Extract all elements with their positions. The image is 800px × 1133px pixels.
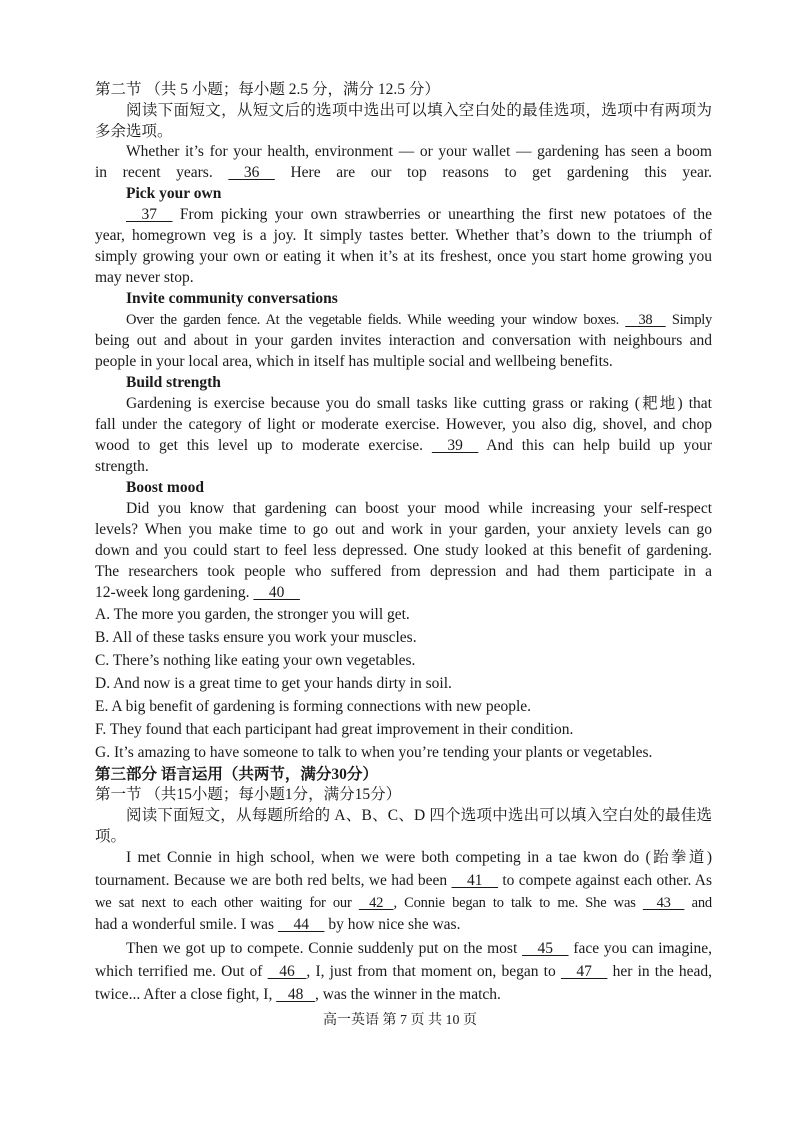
passage-line: Then we got up to compete. Connie suddenly put on the most 45 face you can imagine, — [126, 940, 713, 957]
option-e: E. A big benefit of gardening is forming connections with new people. — [95, 698, 532, 715]
passage-line: may never stop. — [95, 269, 194, 286]
instructions-line: 项。 — [95, 828, 127, 845]
subheading: Invite community conversations — [126, 290, 338, 307]
blank-36: 36 — [228, 164, 275, 181]
passage-line: Whether it’s for your health, environment — or your wallet — gardening has seen a boom — [126, 143, 712, 160]
passage-line: down and you could start to feel less depressed. One study looked at this benefit of gardening. — [95, 542, 712, 559]
subheading: Pick your own — [126, 185, 222, 202]
subheading: Boost mood — [126, 479, 204, 496]
instructions-line: 阅读下面短文，从短文后的选项中选出可以填入空白处的最佳选项，选项中有两项为 — [126, 102, 712, 119]
page-footer: 高一英语 第 7 页 共 10 页 — [323, 1013, 477, 1028]
passage-line: The researchers took people who suffered from depression and had them participate in a — [95, 563, 712, 580]
passage-line: Over the garden fence. At the vegetable fields. While weeding your window boxes. 38 Simply — [126, 312, 712, 328]
subheading: Build strength — [126, 374, 221, 391]
passage-line: which terrified me. Out of 46 , I, just from that moment on, began to 47 her in the head, — [95, 963, 713, 980]
option-g: G. It’s amazing to have someone to talk to when you’re tending your plants or vegetables. — [95, 744, 653, 761]
passage-line: people in your local area, which in itself has multiple social and wellbeing benefits. — [95, 353, 613, 370]
blank-38: 38 — [625, 312, 666, 328]
passage-line: 12-week long gardening. 40 — [95, 584, 300, 601]
blank-42: 42 — [358, 895, 394, 911]
passage-line: I met Connie in high school, when we were both competing in a tae kwon do (跆拳道) — [126, 849, 712, 866]
blank-46: 46 — [267, 963, 307, 980]
passage-line: fall under the category of light or moderate exercise. However, you also dig, shovel, and chop — [95, 416, 712, 433]
section-heading: 第一节 （共15小题；每小题1分，满分15分） — [95, 786, 402, 803]
instructions-line: 多余选项。 — [95, 123, 173, 140]
option-f: F. They found that each participant had great improvement in their condition. — [95, 721, 574, 738]
passage-line: 37 From picking your own strawberries or unearthing the first new potatoes of the — [126, 206, 713, 223]
blank-41: 41 — [451, 872, 499, 889]
passage-line: Gardening is exercise because you do small tasks like cutting grass or raking (耙地) that — [126, 395, 712, 412]
passage-line: year, homegrown veg is a joy. It simply tastes better. Whether that’s down to the triumph of — [95, 227, 712, 244]
blank-47: 47 — [560, 963, 608, 980]
option-b: B. All of these tasks ensure you work your muscles. — [95, 629, 417, 646]
passage-line: strength. — [95, 458, 149, 475]
blank-48: 48 — [276, 986, 315, 1003]
passage-line: twice... After a close fight, I, 48 , was the winner in the match. — [95, 986, 501, 1003]
passage-line: simply growing your own or eating it when it’s at its freshest, once you start home growing you — [95, 248, 712, 265]
blank-44: 44 — [277, 916, 325, 933]
passage-line: being out and about in your garden invites interaction and conversation with neighbours and — [95, 332, 712, 349]
option-c: C. There’s nothing like eating your own vegetables. — [95, 652, 416, 669]
blank-40: 40 — [253, 584, 300, 601]
instructions-line: 阅读下面短文，从每题所给的 A、B、C、D 四个选项中选出可以填入空白处的最佳选 — [126, 807, 712, 824]
passage-line: wood to get this level up to moderate exercise. 39 And this can help build up your — [95, 437, 712, 454]
blank-43: 43 — [642, 895, 685, 911]
blank-45: 45 — [522, 940, 569, 957]
option-d: D. And now is a great time to get your hands dirty in soil. — [95, 675, 452, 692]
passage-line: had a wonderful smile. I was 44 by how nice she was. — [95, 916, 461, 933]
option-a: A. The more you garden, the stronger you will get. — [95, 606, 410, 623]
passage-line: tournament. Because we are both red belts, we had been 41 to compete against each other. As — [95, 872, 713, 889]
passage-line: levels? When you make time to go out and work in your garden, your anxiety levels can go — [95, 521, 712, 538]
part-heading: 第三部分 语言运用（共两节，满分30分） — [95, 766, 378, 783]
passage-line: we sat next to each other waiting for our 42 , Connie began to talk to me. She was 43 and — [95, 895, 712, 911]
blank-39: 39 — [431, 437, 479, 454]
passage-line: in recent years. 36 Here are our top reasons to get gardening this year. — [95, 164, 713, 181]
section-heading: 第二节 （共 5 小题；每小题 2.5 分，满分 12.5 分） — [95, 81, 440, 98]
blank-37: 37 — [126, 206, 173, 223]
passage-line: Did you know that gardening can boost your mood while increasing your self-respect — [126, 500, 712, 517]
